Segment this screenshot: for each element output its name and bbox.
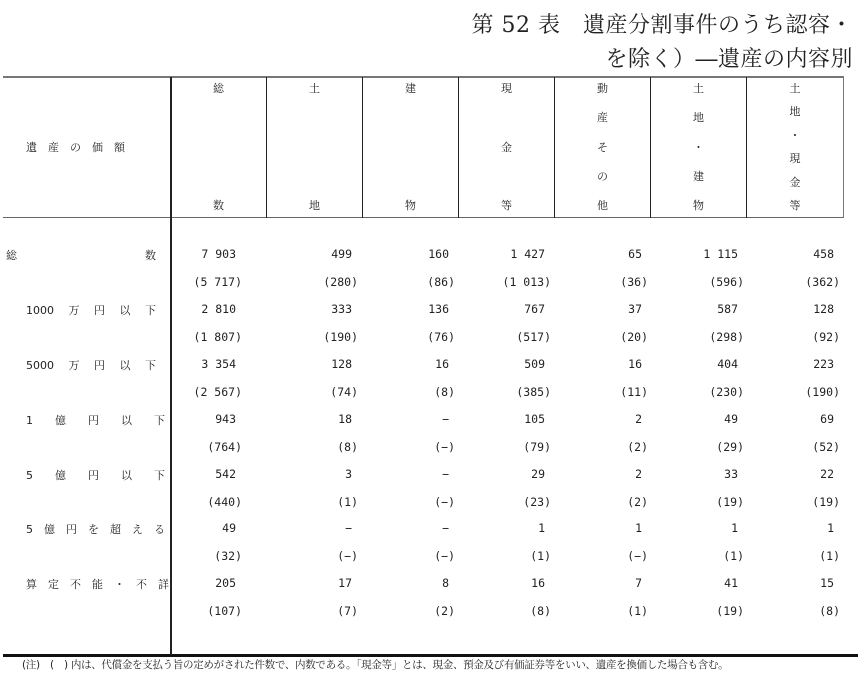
table-title-line1: 第 52 表 遺産分割事件のうち認容・ — [471, 13, 853, 38]
table-cell-value: 16 — [435, 357, 449, 371]
table-cell-subvalue: (−) — [434, 549, 455, 563]
col-header-total — [171, 78, 266, 217]
table-cell-value: 136 — [428, 302, 449, 316]
table-cell-value: − — [442, 521, 449, 535]
table-cell-value: 49 — [724, 412, 738, 426]
table-cell-value: 1 — [635, 521, 642, 535]
table-cell-value: − — [442, 467, 449, 481]
table-cell-subvalue: (19) — [716, 604, 744, 618]
table-cell-value: 542 — [215, 467, 236, 481]
table-cell-value: 767 — [524, 302, 545, 316]
table-cell-subvalue: (−) — [434, 495, 455, 509]
table-cell-value: 1 427 — [510, 247, 545, 261]
table-cell-value: 404 — [717, 357, 738, 371]
table-cell-value: 8 — [442, 576, 449, 590]
table-cell-subvalue: (2 567) — [193, 385, 242, 399]
table-right-border — [843, 77, 844, 218]
table-cell-value: 2 810 — [201, 302, 236, 316]
col-header-char: 等 — [501, 199, 512, 212]
table-cell-subvalue: (19) — [716, 495, 744, 509]
table-cell-subvalue: (86) — [427, 275, 455, 289]
table-cell-subvalue: (2) — [627, 495, 648, 509]
col-header-char: 現 — [501, 82, 512, 95]
col-header-char: 物 — [693, 199, 704, 212]
table-cell-value: 587 — [717, 302, 738, 316]
row-label: 1 億 円 以 下 — [26, 414, 165, 427]
table-cell-value: 29 — [531, 467, 545, 481]
table-cell-subvalue: (8) — [819, 604, 840, 618]
table-cell-value: 37 — [628, 302, 642, 316]
footnote: (注) ( ) 内は、代償金を支払う旨の定めがされた件数で、内数である。「現金等」とは、現金、預金及び有価証券等をいい、遺産を換価した場合も含む。 — [22, 659, 729, 671]
table-cell-subvalue: (29) — [716, 440, 744, 454]
table-cell-subvalue: (2) — [434, 604, 455, 618]
header-bottom-border — [3, 217, 844, 218]
table-cell-subvalue: (8) — [337, 440, 358, 454]
col-header-cash — [459, 78, 554, 217]
table-cell-value: 333 — [331, 302, 352, 316]
table-cell-value: 18 — [338, 412, 352, 426]
table-cell-subvalue: (−) — [337, 549, 358, 563]
table-cell-value: 16 — [628, 357, 642, 371]
table-cell-subvalue: (1) — [723, 549, 744, 563]
col-header-char: 産 — [597, 111, 608, 125]
col-header-char: 現 — [789, 152, 801, 166]
table-cell-value: 205 — [215, 576, 236, 590]
col-header-char: 建 — [405, 82, 416, 95]
col-header-char: 総 — [213, 82, 224, 95]
col-header-char: 動 — [597, 82, 608, 95]
table-cell-value: − — [345, 521, 352, 535]
col-header-char: 地 — [309, 199, 320, 212]
table-cell-subvalue: (440) — [207, 495, 242, 509]
stub-header: 遺 産 の 価 額 — [26, 141, 125, 154]
col-header-char: ・ — [693, 140, 704, 154]
table-cell-value: 509 — [524, 357, 545, 371]
table-cell-subvalue: (19) — [812, 495, 840, 509]
table-cell-subvalue: (190) — [323, 330, 358, 344]
col-header-char: 建 — [693, 169, 704, 183]
row-label: 5 億 円 を 超 え る — [26, 523, 165, 536]
col-header-char: 他 — [597, 199, 608, 212]
table-cell-subvalue: (−) — [627, 549, 648, 563]
table-cell-value: 128 — [331, 357, 352, 371]
col-header-char: 金 — [501, 140, 512, 154]
table-cell-subvalue: (7) — [337, 604, 358, 618]
table-cell-subvalue: (1) — [627, 604, 648, 618]
col-header-char: の — [597, 169, 608, 183]
table-cell-subvalue: (1) — [337, 495, 358, 509]
col-header-char: 数 — [213, 199, 224, 212]
table-cell-subvalue: (76) — [427, 330, 455, 344]
col-header-char: 地 — [693, 111, 704, 125]
table-cell-subvalue: (764) — [207, 440, 242, 454]
table-cell-value: 17 — [338, 576, 352, 590]
table-cell-value: 499 — [331, 247, 352, 261]
col-header-char: そ — [597, 140, 608, 154]
table-cell-subvalue: (5 717) — [193, 275, 242, 289]
table-cell-value: 2 — [635, 467, 642, 481]
col-header-char: 等 — [789, 198, 801, 212]
col-header-char: 土 — [693, 82, 704, 95]
row-label: 5000 万 円 以 下 — [26, 359, 156, 372]
table-cell-value: 41 — [724, 576, 738, 590]
table-cell-value: 3 — [345, 467, 352, 481]
table-cell-subvalue: (36) — [620, 275, 648, 289]
table-cell-value: 223 — [813, 357, 834, 371]
table-cell-value: 1 — [827, 521, 834, 535]
table-cell-value: 943 — [215, 412, 236, 426]
table-cell-subvalue: (79) — [523, 440, 551, 454]
col-header-char: 物 — [405, 199, 416, 212]
table-title-line2: を除く）―遺産の内容別 — [605, 47, 853, 72]
table-cell-subvalue: (517) — [516, 330, 551, 344]
col-header-char: 土 — [789, 82, 801, 95]
table-cell-value: 65 — [628, 247, 642, 261]
col-header-char: 金 — [789, 175, 801, 189]
table-cell-subvalue: (11) — [620, 385, 648, 399]
row-label: 総 数 — [6, 249, 156, 262]
table-cell-value: 458 — [813, 247, 834, 261]
col-header-land-cash — [747, 78, 843, 217]
table-cell-subvalue: (190) — [805, 385, 840, 399]
table-cell-subvalue: (92) — [812, 330, 840, 344]
table-cell-subvalue: (1 807) — [193, 330, 242, 344]
row-label: 5 億 円 以 下 — [26, 469, 165, 482]
col-header-building — [363, 78, 458, 217]
table-cell-value: 1 — [538, 521, 545, 535]
table-cell-subvalue: (1 013) — [502, 275, 551, 289]
table-cell-value: 16 — [531, 576, 545, 590]
table-cell-value: 7 — [635, 576, 642, 590]
table-cell-subvalue: (107) — [207, 604, 242, 618]
table-cell-subvalue: (52) — [812, 440, 840, 454]
table-cell-subvalue: (32) — [214, 549, 242, 563]
table-cell-subvalue: (1) — [819, 549, 840, 563]
table-cell-value: 128 — [813, 302, 834, 316]
table-cell-subvalue: (8) — [434, 385, 455, 399]
table-cell-value: 15 — [820, 576, 834, 590]
table-cell-value: 7 903 — [201, 247, 236, 261]
table-cell-value: 3 354 — [201, 357, 236, 371]
table-cell-value: 69 — [820, 412, 834, 426]
col-header-char: 土 — [309, 82, 320, 95]
row-label: 算 定 不 能 ・ 不 詳 — [26, 578, 169, 591]
table-cell-subvalue: (2) — [627, 440, 648, 454]
table-cell-subvalue: (362) — [805, 275, 840, 289]
col-header-land-building — [651, 78, 746, 217]
col-header-movable-other — [555, 78, 650, 217]
table-cell-value: 1 — [731, 521, 738, 535]
col-header-char: 地 — [789, 105, 801, 119]
table-cell-subvalue: (385) — [516, 385, 551, 399]
table-cell-subvalue: (298) — [709, 330, 744, 344]
table-cell-value: 22 — [820, 467, 834, 481]
table-cell-subvalue: (−) — [434, 440, 455, 454]
table-cell-value: 33 — [724, 467, 738, 481]
col-header-land — [267, 78, 362, 217]
col-header-char: ・ — [789, 128, 801, 142]
table-cell-subvalue: (280) — [323, 275, 358, 289]
table-cell-subvalue: (1) — [530, 549, 551, 563]
table-cell-subvalue: (596) — [709, 275, 744, 289]
table-cell-subvalue: (8) — [530, 604, 551, 618]
table-cell-value: 2 — [635, 412, 642, 426]
table-cell-subvalue: (74) — [330, 385, 358, 399]
table-cell-subvalue: (20) — [620, 330, 648, 344]
table-cell-subvalue: (230) — [709, 385, 744, 399]
table-cell-value: − — [442, 412, 449, 426]
table-cell-value: 49 — [222, 521, 236, 535]
table-cell-value: 160 — [428, 247, 449, 261]
table-cell-subvalue: (23) — [523, 495, 551, 509]
row-label: 1000 万 円 以 下 — [26, 304, 156, 317]
table-cell-value: 105 — [524, 412, 545, 426]
table-cell-value: 1 115 — [703, 247, 738, 261]
